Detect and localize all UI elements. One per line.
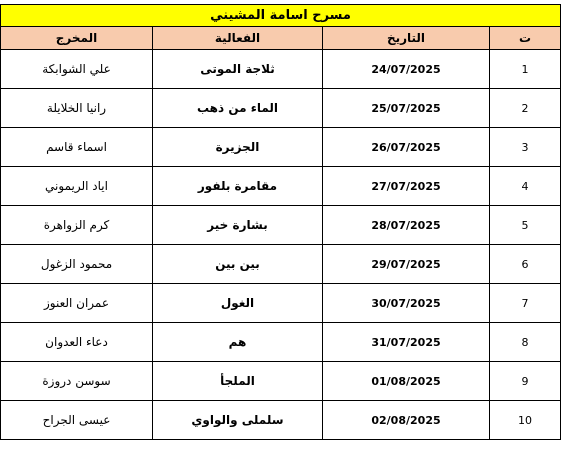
- cell-num: 3: [490, 128, 561, 167]
- cell-num: 4: [490, 167, 561, 206]
- cell-date: 28/07/2025: [323, 206, 490, 245]
- schedule-table: [0, 4, 561, 440]
- header-event: الفعالية: [153, 27, 323, 50]
- cell-event: بشارة خير: [153, 206, 323, 245]
- cell-director: سوسن دروزة: [1, 362, 153, 401]
- header-num: ت: [490, 27, 561, 50]
- table-row: [1, 167, 561, 206]
- cell-director: محمود الزغول: [1, 245, 153, 284]
- table-title: مسرح اسامة المشيني: [1, 5, 561, 27]
- cell-num: 5: [490, 206, 561, 245]
- cell-num: 1: [490, 50, 561, 89]
- cell-event: ثلاجة الموتى: [153, 50, 323, 89]
- cell-event: هم: [153, 323, 323, 362]
- cell-date: 27/07/2025: [323, 167, 490, 206]
- cell-event: الجزيرة: [153, 128, 323, 167]
- cell-date: 30/07/2025: [323, 284, 490, 323]
- table-row: [1, 128, 561, 167]
- cell-event: الغول: [153, 284, 323, 323]
- table-row: [1, 89, 561, 128]
- cell-date: 01/08/2025: [323, 362, 490, 401]
- cell-director: اسماء قاسم: [1, 128, 153, 167]
- cell-num: 7: [490, 284, 561, 323]
- cell-event: مقامرة بلفور: [153, 167, 323, 206]
- cell-director: علي الشوابكة: [1, 50, 153, 89]
- cell-date: 24/07/2025: [323, 50, 490, 89]
- cell-event: الماء من ذهب: [153, 89, 323, 128]
- table-row: [1, 401, 561, 440]
- table-row: [1, 323, 561, 362]
- cell-num: 2: [490, 89, 561, 128]
- cell-date: 29/07/2025: [323, 245, 490, 284]
- cell-num: 8: [490, 323, 561, 362]
- cell-event: الملجأ: [153, 362, 323, 401]
- table-row: [1, 50, 561, 89]
- header-director: المخرج: [1, 27, 153, 50]
- cell-event: بين بين: [153, 245, 323, 284]
- cell-director: كرم الزواهرة: [1, 206, 153, 245]
- cell-director: اياد الريموني: [1, 167, 153, 206]
- table-row: [1, 245, 561, 284]
- cell-date: 25/07/2025: [323, 89, 490, 128]
- cell-director: دعاء العدوان: [1, 323, 153, 362]
- cell-num: 10: [490, 401, 561, 440]
- cell-date: 31/07/2025: [323, 323, 490, 362]
- header-date: التاريخ: [323, 27, 490, 50]
- header-row: [1, 27, 561, 50]
- table-row: [1, 206, 561, 245]
- cell-date: 26/07/2025: [323, 128, 490, 167]
- cell-director: رانيا الخلايلة: [1, 89, 153, 128]
- cell-date: 02/08/2025: [323, 401, 490, 440]
- cell-director: عمران العنوز: [1, 284, 153, 323]
- title-row: [1, 5, 561, 27]
- table-row: [1, 362, 561, 401]
- cell-num: 9: [490, 362, 561, 401]
- cell-event: سلملى والواوي: [153, 401, 323, 440]
- table-row: [1, 284, 561, 323]
- cell-director: عيسى الجراح: [1, 401, 153, 440]
- cell-num: 6: [490, 245, 561, 284]
